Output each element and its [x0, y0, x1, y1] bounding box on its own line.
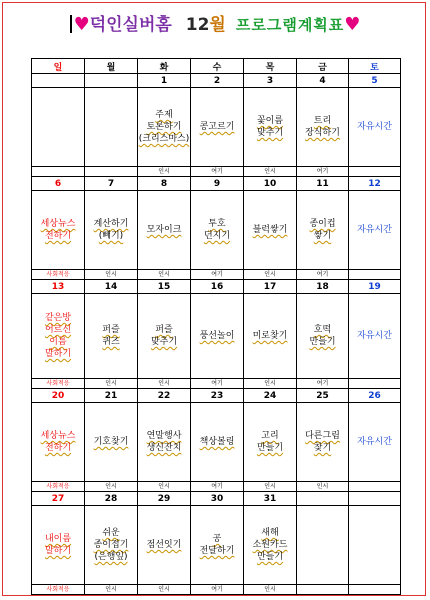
activity-label: 모자이크 [146, 225, 182, 235]
activity-cell [297, 88, 349, 167]
activity-cell [244, 403, 297, 482]
category-label: 사회적응 [32, 379, 85, 389]
category-row [32, 482, 401, 492]
activity-label: 고리 만들기 [256, 431, 284, 453]
date-number: 3 [244, 74, 297, 88]
category-label: 인시 [138, 379, 191, 389]
date-number: 18 [297, 280, 349, 294]
activity-cell [297, 191, 349, 270]
date-number: 22 [138, 389, 191, 403]
date-row [32, 177, 401, 191]
activity-label: 콩고르기 [199, 122, 235, 132]
category-label [349, 482, 401, 492]
title-month-number: 12 [185, 15, 210, 35]
category-label: 인시 [244, 379, 297, 389]
weekday-header: 금 [297, 59, 349, 74]
activity-label: 미로찾기 [252, 331, 288, 341]
activity-cell [32, 88, 85, 167]
activity-label: 풍선놀이 [199, 331, 235, 341]
date-number: 11 [297, 177, 349, 191]
activity-row [32, 88, 401, 167]
activity-cell [32, 191, 85, 270]
category-label: 여기 [297, 270, 349, 280]
category-label: 사회적응 [32, 270, 85, 280]
activity-label: 연말행사 생신잔치 [146, 431, 182, 453]
activity-row [32, 294, 401, 379]
category-label [349, 585, 401, 595]
date-number: 12 [349, 177, 401, 191]
weekday-header-row [32, 59, 401, 74]
date-number: 21 [85, 389, 138, 403]
activity-label: 공 전달하기 [199, 534, 235, 556]
title-schedule: 프로그램계획표 [235, 16, 345, 34]
category-label: 여기 [191, 379, 244, 389]
activity-cell [32, 294, 85, 379]
date-number [349, 492, 401, 506]
date-number [85, 74, 138, 88]
date-number: 2 [191, 74, 244, 88]
activity-label: 쉬운 종이접기 (은행잎) [93, 528, 129, 562]
activity-cell [85, 191, 138, 270]
category-label: 사회적응 [32, 482, 85, 492]
date-number: 4 [297, 74, 349, 88]
activity-cell [244, 294, 297, 379]
date-number: 17 [244, 280, 297, 294]
date-number: 30 [191, 492, 244, 506]
category-label [349, 270, 401, 280]
activity-label: 블럭쌓기 [252, 225, 288, 235]
date-row [32, 74, 401, 88]
activity-cell [244, 88, 297, 167]
weekday-header: 수 [191, 59, 244, 74]
activity-cell [138, 403, 191, 482]
activity-label: 퍼즐 퀴즈 [102, 325, 120, 347]
activity-cell [32, 506, 85, 585]
activity-cell [349, 88, 401, 167]
category-label: 인시 [138, 585, 191, 595]
activity-cell [138, 294, 191, 379]
activity-cell [85, 294, 138, 379]
activity-label: 자유시간 [357, 122, 392, 132]
category-label: 인시 [138, 482, 191, 492]
weekday-header: 토 [349, 59, 401, 74]
activity-label: 자유시간 [357, 331, 392, 341]
title-bar [70, 15, 72, 33]
date-number: 20 [32, 389, 85, 403]
activity-cell [349, 506, 401, 585]
category-label: 인시 [85, 585, 138, 595]
activity-label: 내이름 말하기 [44, 534, 72, 556]
category-label: 여기 [191, 482, 244, 492]
activity-row [32, 506, 401, 585]
date-number [297, 492, 349, 506]
date-number: 23 [191, 389, 244, 403]
date-row [32, 280, 401, 294]
activity-row [32, 191, 401, 270]
category-label: 여기 [191, 167, 244, 177]
heart-icon: ♥ [344, 14, 361, 35]
category-row [32, 585, 401, 595]
activity-label: 책상볼링 [199, 437, 235, 447]
activity-cell [85, 403, 138, 482]
category-label: 인시 [244, 482, 297, 492]
activity-label: 종이컵 쌓기 [309, 219, 336, 241]
page-title [0, 10, 430, 35]
activity-row [32, 403, 401, 482]
category-label [32, 167, 85, 177]
category-label [349, 379, 401, 389]
activity-cell [138, 506, 191, 585]
category-label: 인시 [138, 270, 191, 280]
category-label: 인시 [297, 482, 349, 492]
category-label: 사회적응 [32, 585, 85, 595]
activity-cell [349, 403, 401, 482]
activity-cell [297, 294, 349, 379]
date-number: 7 [85, 177, 138, 191]
activity-label: 세상뉴스 전하기 [40, 219, 76, 241]
date-number: 25 [297, 389, 349, 403]
category-label: 여기 [297, 379, 349, 389]
date-number: 31 [244, 492, 297, 506]
activity-label: 다른그림 찾기 [305, 431, 340, 453]
activity-label: 자유시간 [357, 437, 392, 447]
activity-cell [191, 191, 244, 270]
category-row [32, 167, 401, 177]
activity-cell [191, 88, 244, 167]
date-number: 14 [85, 280, 138, 294]
activity-label: 기호찾기 [93, 437, 129, 447]
weekday-header: 목 [244, 59, 297, 74]
activity-label: 호떡 만들기 [309, 325, 336, 347]
activity-label: 자유시간 [357, 225, 392, 235]
activity-label: 점선잇기 [146, 540, 182, 550]
activity-cell [32, 403, 85, 482]
date-number: 16 [191, 280, 244, 294]
category-label [297, 585, 349, 595]
activity-cell [191, 506, 244, 585]
title-facility: 덕인실버홈 [89, 15, 172, 35]
activity-label: 계산하기 (빼기) [93, 219, 129, 241]
activity-cell [244, 191, 297, 270]
activity-label: 꽃이름 맞추기 [256, 116, 284, 138]
activity-cell [349, 294, 401, 379]
activity-cell [297, 506, 349, 585]
category-label: 인시 [85, 379, 138, 389]
category-label: 인시 [244, 585, 297, 595]
activity-cell [244, 506, 297, 585]
activity-cell [349, 191, 401, 270]
activity-label: 퍼즐 맞추기 [150, 325, 178, 347]
category-label: 인시 [138, 167, 191, 177]
category-row [32, 379, 401, 389]
date-number: 10 [244, 177, 297, 191]
activity-label: 주제 토론하기 (크리스마스) [138, 110, 190, 144]
activity-cell [138, 191, 191, 270]
weekday-header: 월 [85, 59, 138, 74]
category-label: 여기 [191, 270, 244, 280]
date-number: 9 [191, 177, 244, 191]
activity-label: 투호 던지기 [203, 219, 231, 241]
weekday-header: 화 [138, 59, 191, 74]
date-row [32, 389, 401, 403]
activity-cell [191, 294, 244, 379]
activity-cell [297, 403, 349, 482]
date-number [32, 74, 85, 88]
date-number: 24 [244, 389, 297, 403]
category-label: 인시 [85, 482, 138, 492]
title-month-label: 월 [209, 15, 226, 35]
activity-cell [85, 506, 138, 585]
weekday-header: 일 [32, 59, 85, 74]
category-label: 여기 [191, 585, 244, 595]
category-label: 인시 [244, 167, 297, 177]
date-number: 15 [138, 280, 191, 294]
activity-cell [191, 403, 244, 482]
date-number: 13 [32, 280, 85, 294]
category-label: 인시 [85, 270, 138, 280]
category-label [349, 167, 401, 177]
date-number: 1 [138, 74, 191, 88]
activity-cell [85, 88, 138, 167]
activity-label: 같은방 어르신 이름 말하기 [44, 313, 72, 359]
activity-label: 새해 소원카드 만들기 [252, 528, 288, 562]
category-label: 여기 [297, 167, 349, 177]
heart-icon: ♥ [73, 14, 90, 35]
date-number: 6 [32, 177, 85, 191]
date-number: 29 [138, 492, 191, 506]
activity-label: 트리 장식하기 [305, 116, 340, 138]
date-number: 5 [349, 74, 401, 88]
category-label: 인시 [244, 270, 297, 280]
calendar-table [31, 58, 401, 595]
date-row [32, 492, 401, 506]
date-number: 19 [349, 280, 401, 294]
date-number: 28 [85, 492, 138, 506]
date-number: 27 [32, 492, 85, 506]
category-row [32, 270, 401, 280]
category-label [85, 167, 138, 177]
activity-cell [138, 88, 191, 167]
activity-label: 세상뉴스 전하기 [40, 431, 76, 453]
date-number: 26 [349, 389, 401, 403]
date-number: 8 [138, 177, 191, 191]
